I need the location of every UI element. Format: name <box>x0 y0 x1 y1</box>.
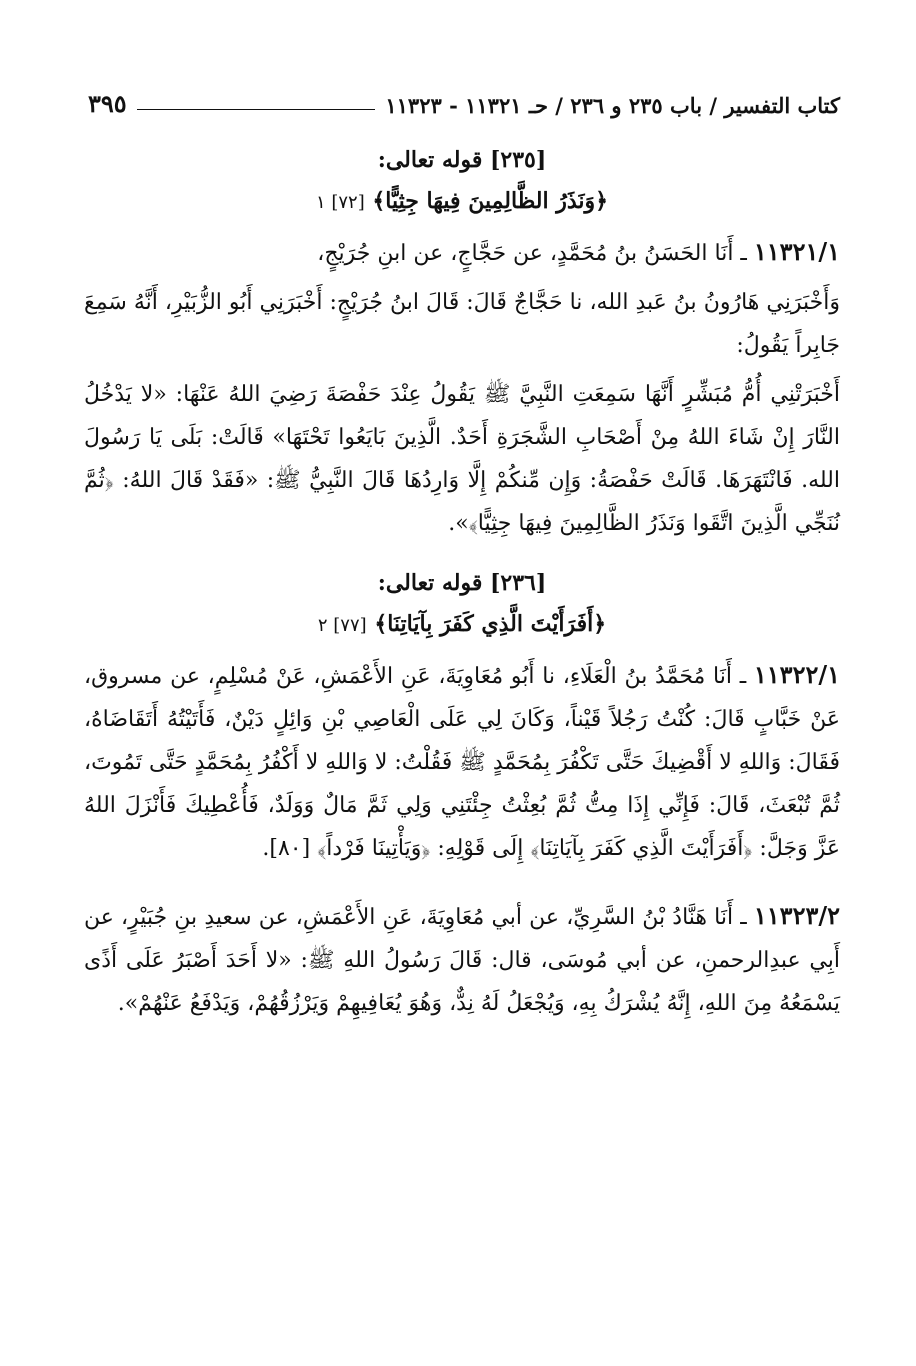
verse-text: ﴿أَفَرَأَيْتَ الَّذِي كَفَرَ بِآيَاتِنَا﴾ <box>374 611 607 637</box>
hadith-number: ١١٣٢١/١ <box>753 237 840 266</box>
section-verse-236 <box>84 603 840 647</box>
page-number: ٣٩٥ <box>88 89 127 118</box>
verse-reference: [٧٧] ٢ <box>317 615 367 636</box>
hadith-number: ١١٣٢٢/١ <box>753 660 840 689</box>
hadith-11321-isnad2: وَأَخْبَرَنِي هَارُونُ بنُ عَبدِ الله، نا حَجَّاجٌ قَالَ: قَالَ ابنُ جُرَيْجٍ: أَخْبَرَنِي أَبُو الزُّبَيْرِ، أَنَّهُ سَمِعَ جَابِراً يَقُولُ: <box>84 290 841 358</box>
section-heading-236: [٢٣٦] قوله تعالى: <box>377 570 547 596</box>
hadith-text: أَنَا هَنَّادُ بْنُ السَّرِيِّ، عن أبي مُعَاوِيَةَ، عَنِ الأَعْمَشِ، عن سعيدِ بنِ جُبَيْرٍ، عن أَبِي عبدِالرحمنِ، عن أبي مُوسَى، قال: قَالَ رَسُولُ اللهِ ﷺ: «لا أَحَدَ أَصْبَرُ عَلَى أَذًى يَسْمَعُهُ مِنَ اللهِ، إِنَّهُ يُشْرَكُ بِهِ، وَيُجْعَلُ لَهُ نِدٌّ، وَهُوَ يُعَافِيهِمْ وَيَرْزُقُهُمْ، وَيَدْفَعُ عَنْهُمْ». <box>84 905 840 1016</box>
hadith-11322: ١١٣٢٢/١ ـ أَنَا مُحَمَّدُ بنُ الْعَلَاءِ، نا أَبُو مُعَاوِيَةَ، عَنِ الأَعْمَشِ، عَنْ مُسْلِمٍ، عن مسروق، عَنْ خَبَّابٍ قَالَ: كُنْتُ رَجُلاً قَيْناً، وَكَانَ لِي عَلَى الْعَاصِي بْنِ وَائِلٍ دَيْنٌ، فَأَتَيْتُهُ أَتَقَاضَاهُ، فَقَالَ: وَاللهِ لا أَقْضِيكَ حَتَّى تَكْفُرَ بِمُحَمَّدٍ ﷺ فَقُلْتُ: لا وَاللهِ لا أَكْفُرُ بِمُحَمَّدٍ حَتَّى تَمُوتَ، ثُمَّ تُبْعَثَ، قَالَ: فَإِنِّي إِذَا مِتُّ ثُمَّ بُعِثْتُ جِئْتَنِي وَلِي ثَمَّ مَالٌ وَوَلَدٌ، فَأُعْطِيكَ فَأَنْزَلَ اللهُ عَزَّ وَجَلَّ: ﴿أَفَرَأَيْتَ الَّذِي كَفَرَ بِآيَاتِنَا﴾ إِلَى قَوْلِهِ: ﴿وَيَأْتِينَا فَرْداً﴾ [٨٠]. <box>84 660 840 861</box>
verse-reference: [٧٢] ١ <box>315 192 365 213</box>
header-rule <box>137 109 376 110</box>
section-heading-235: [٢٣٥] قوله تعالى: <box>377 147 547 173</box>
verse-text: ﴿وَنَذَرُ الظَّالِمِينَ فِيهَا جِثِيًّا﴾ <box>372 188 609 214</box>
hadith-11323: ١١٣٢٣/٢ ـ أَنَا هَنَّادُ بْنُ السَّرِيِّ، عن أبي مُعَاوِيَةَ، عَنِ الأَعْمَشِ، عن سعيدِ بنِ جُبَيْرٍ، عن أَبِي عبدِالرحمنِ، عن أبي مُوسَى، قال: قَالَ رَسُولُ اللهِ ﷺ: «لا أَحَدَ أَصْبَرُ عَلَى أَذًى يَسْمَعُهُ مِنَ اللهِ، إِنَّهُ يُشْرَكُ بِهِ، وَيُجْعَلُ لَهُ نِدٌّ، وَهُوَ يُعَافِيهِمْ وَيَرْزُقُهُمْ، وَيَدْفَعُ عَنْهُمْ». <box>84 901 840 1016</box>
page-body <box>84 140 840 1025</box>
section-verse-235 <box>84 180 840 224</box>
hadith-11321-text: أَخْبَرَتْنِي أُمُّ مُبَشِّرٍ أَنَّهَا سَمِعَتِ النَّبِيَّ ﷺ يَقُولُ عِنْدَ حَفْصَةَ رَضِيَ اللهُ عَنْهَا: «لا يَدْخُلُ النَّارَ إِنْ شَاءَ اللهُ مِنْ أَصْحَابِ الشَّجَرَةِ أَحَدٌ. الَّذِينَ بَايَعُوا تَحْتَهَا» قَالَتْ: بَلَى يَا رَسُولَ الله. فَانْتَهَرَهَا. قَالَتْ حَفْصَةُ: وَإِن مِّنكُمْ إِلَّا وَارِدُهَا قَالَ النَّبِيُّ ﷺ: «فَقَدْ قَالَ اللهُ: ﴿ثُمَّ نُنَجِّي الَّذِينَ اتَّقَوا وَنَذَرُ الظَّالِمِينَ فِيهَا جِثِيًّا﴾». <box>84 382 840 536</box>
hadith-text: أَنَا مُحَمَّدُ بنُ الْعَلَاءِ، نا أَبُو مُعَاوِيَةَ، عَنِ الأَعْمَشِ، عَنْ مُسْلِمٍ، عن مسروق، عَنْ خَبَّابٍ قَالَ: كُنْتُ رَجُلاً قَيْناً، وَكَانَ لِي عَلَى الْعَاصِي بْنِ وَائِلٍ دَيْنٌ، فَأَتَيْتُهُ أَتَقَاضَاهُ، فَقَالَ: وَاللهِ لا أَقْضِيكَ حَتَّى تَكْفُرَ بِمُحَمَّدٍ ﷺ فَقُلْتُ: لا وَاللهِ لا أَكْفُرُ بِمُحَمَّدٍ حَتَّى تَمُوتَ، ثُمَّ تُبْعَثَ، قَالَ: فَإِنِّي إِذَا مِتُّ ثُمَّ بُعِثْتُ جِئْتَنِي وَلِي ثَمَّ مَالٌ وَوَلَدٌ، فَأُعْطِيكَ فَأَنْزَلَ اللهُ عَزَّ وَجَلَّ: ﴿أَفَرَأَيْتَ الَّذِي كَفَرَ بِآيَاتِنَا﴾ إِلَى قَوْلِهِ: ﴿وَيَأْتِينَا فَرْداً﴾ [٨٠]. <box>84 664 840 861</box>
running-header <box>88 78 840 118</box>
hadith-11321-isnad: ١١٣٢١/١ ـ أَنَا الحَسَنُ بنُ مُحَمَّدٍ، عن حَجَّاجٍ، عن ابنِ جُرَيْجٍ، <box>317 237 840 266</box>
header-title: كتاب التفسير / باب ٢٣٥ و ٢٣٦ / حـ ١١٣٢١ - ١١٣٢٣ <box>385 93 840 118</box>
hadith-number: ١١٣٢٣/٢ <box>753 901 840 930</box>
hadith-isnad: أَنَا الحَسَنُ بنُ مُحَمَّدٍ، عن حَجَّاجٍ، عن ابنِ جُرَيْجٍ، <box>317 241 734 266</box>
